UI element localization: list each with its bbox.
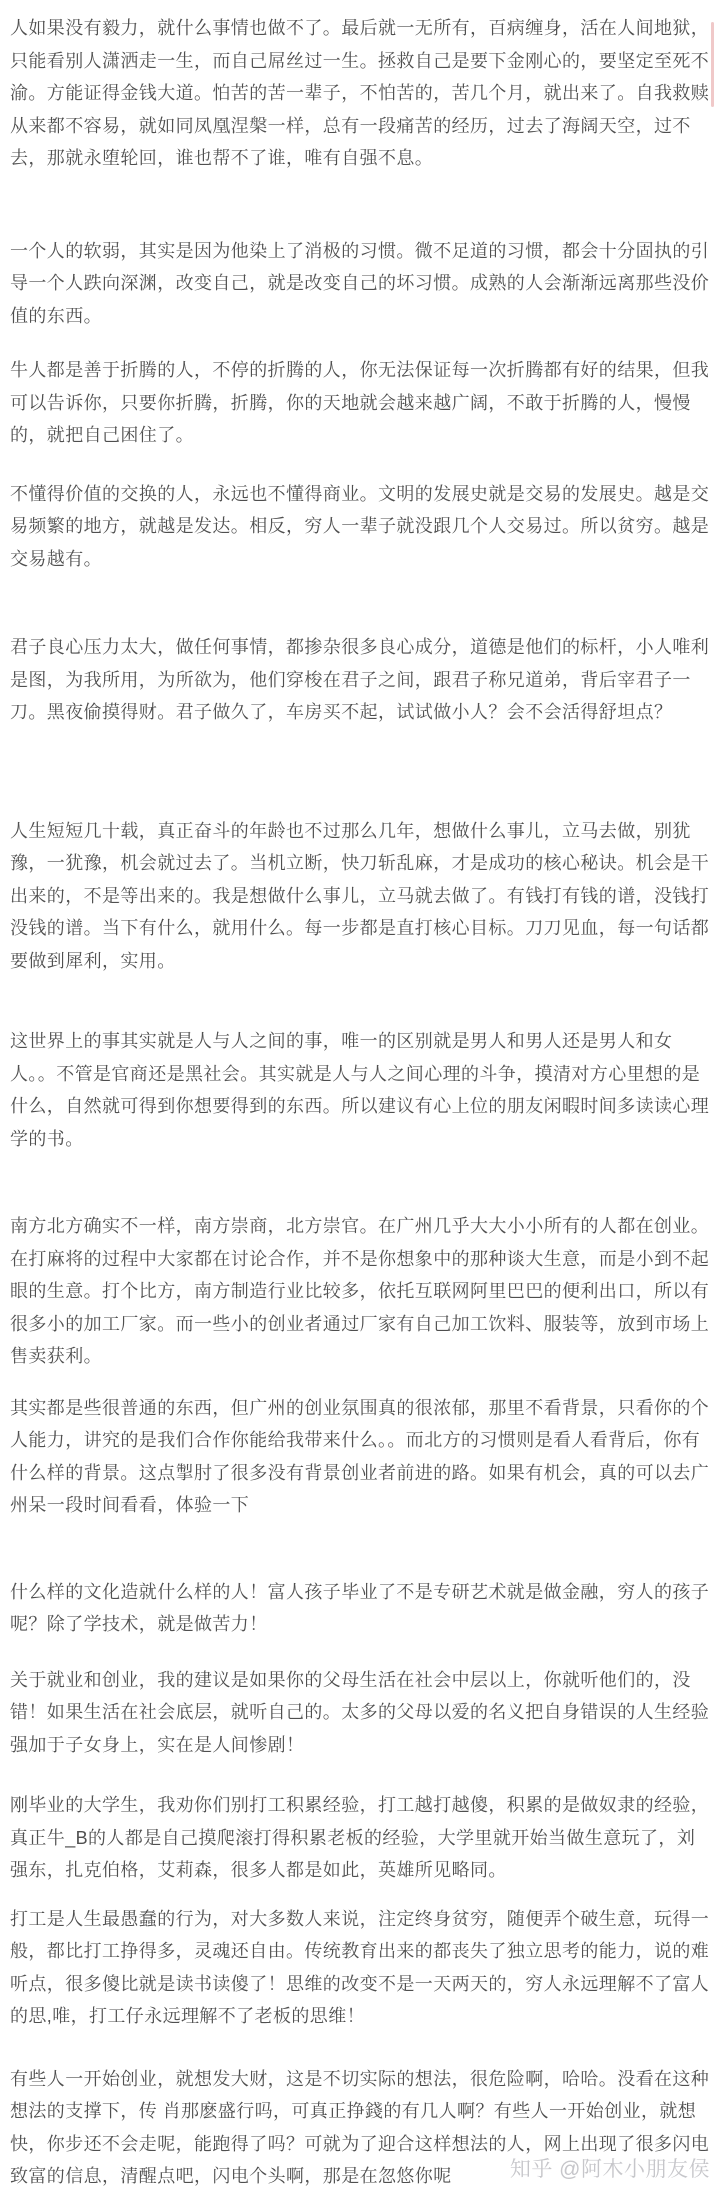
article-paragraph: 关于就业和创业，我的建议是如果你的父母生活在社会中层以上，你就听他们的，没错！如果生活在社会底层，就听自己的。太多的父母以爱的名义把自身错误的人生经验强加于子女身上，实在是人间惨剧！ <box>10 1669 710 1755</box>
article-paragraph: 南方北方确实不一样，南方崇商，北方崇官。在广州几乎大大小小所有的人都在创业。在打麻将的过程中大家都在讨论合作，并不是你想象中的那种谈大生意，而是小到不起眼的生意。打个比方，南方制造行业比较多，依托互联网阿里巴巴的便利出口，所以有很多小的加工厂家。而一些小的创业者通过厂家有自己加工饮料、服装等，放到市场上售卖获利。 <box>10 1216 710 1366</box>
scrollbar-thumb[interactable] <box>711 22 714 107</box>
article-paragraph: 人如果没有毅力，就什么事情也做不了。最后就一无所有，百病缠身，活在人间地狱，只能看别人潇洒走一生，而自己屌丝过一生。拯救自己是要下金刚心的，要坚定至死不渝。方能证得金钱大道。怕苦的苦一辈子，不怕苦的，苦几个月，就出来了。自我救赎从来都不容易，就如同凤凰涅槃一样，总有一段痛苦的经历，过去了海阔天空，过不去，那就永堕轮回，谁也帮不了谁，唯有自强不息。 <box>10 18 710 168</box>
article-paragraph: 不懂得价值的交换的人，永远也不懂得商业。文明的发展史就是交易的发展史。越是交易频繁的地方，就越是发达。相反，穷人一辈子就没跟几个人交易过。所以贫穷。越是交易越有。 <box>10 483 710 569</box>
article-paragraph: 其实都是些很普通的东西，但广州的创业氛围真的很浓郁，那里不看背景，只看你的个人能力，讲究的是我们合作你能给我带来什么。。而北方的习惯则是看人看背后，你有什么样的背景。这点掣肘了很多没有背景创业者前进的路。如果有机会，真的可以去广州呆一段时间看看，体验一下 <box>10 1397 710 1515</box>
article-paragraph: 人生短短几十载，真正奋斗的年龄也不过那么几年，想做什么事儿，立马去做，别犹豫，一犹豫，机会就过去了。当机立断，快刀斩乱麻，才是成功的核心秘诀。机会是干出来的，不是等出来的。我是想做什么事儿，立马就去做了。有钱打有钱的谱，没钱打没钱的谱。当下有什么，就用什么。每一步都是直打核心目标。刀刀见血，每一句话都要做到犀利，实用。 <box>10 820 710 971</box>
article-paragraph: 刚毕业的大学生，我劝你们别打工积累经验，打工越打越傻，积累的是做奴隶的经验，真正牛_B的人都是自己摸爬滚打得积累老板的经验，大学里就开始当做生意玩了，刘强东，扎克伯格，艾莉森，很多人都是如此，英雄所见略同。 <box>10 1795 710 1880</box>
zhihu-watermark: 知乎 @阿木小朋友侯 <box>509 2158 710 2181</box>
article-paragraph: 打工是人生最愚蠢的行为，对大多数人来说，注定终身贫穷，随便弄个破生意，玩得一般，都比打工挣得多，灵魂还自由。传统教育出来的都丧失了独立思考的能力，说的难听点，很多傻比就是读书读傻了！思维的改变不是一天两天的，穷人永远理解不了富人的思,唯，打工仔永远理解不了老板的思维！ <box>10 1908 710 2026</box>
article-paragraph: 什么样的文化造就什么样的人！富人孩子毕业了不是专研艺术就是做金融，穷人的孩子呢？除了学技术，就是做苦力！ <box>10 1581 710 1634</box>
article-paragraph: 君子良心压力太大，做任何事情，都掺杂很多良心成分，道德是他们的标杆，小人唯利是图，为我所用，为所欲为，他们穿梭在君子之间，跟君子称兄道弟，背后宰君子一刀。黑夜偷摸得财。君子做久了，车房买不起，试试做小人？会不会活得舒坦点？ <box>10 637 710 722</box>
article-paragraph: 牛人都是善于折腾的人，不停的折腾的人，你无法保证每一次折腾都有好的结果，但我可以告诉你，只要你折腾，折腾，你的天地就会越来越广阔，不敢于折腾的人，慢慢的，就把自己困住了。 <box>10 360 710 445</box>
article-paragraph: 有些人一开始创业，就想发大财，这是不切实际的想法，很危险啊，哈哈。没看在这种想法的支撑下，传 肖那麽盛行吗，可真正挣錢的有几人啊？有些人一开始创业，就想快，你步还不会走呢，能跑得了吗？可就为了迎合这样想法的人，网上出现了很多闪电致富的信息，清醒点吧，闪电个头啊，那是在忽悠你呢 <box>10 2068 710 2186</box>
article-paragraph: 这世界上的事其实就是人与人之间的事，唯一的区别就是男人和男人还是男人和女人。。不管是官商还是黑社会。其实就是人与人之间心理的斗争，摸清对方心里想的是什么，自然就可得到你想要得到的东西。所以建议有心上位的朋友闲暇时间多读读心理学的书。 <box>10 1031 710 1149</box>
article-paragraph: 一个人的软弱，其实是因为他染上了消极的习惯。微不足道的习惯，都会十分固执的引导一个人跌向深渊，改变自己，就是改变自己的坏习惯。成熟的人会渐渐远离那些没价值的东西。 <box>10 240 710 326</box>
